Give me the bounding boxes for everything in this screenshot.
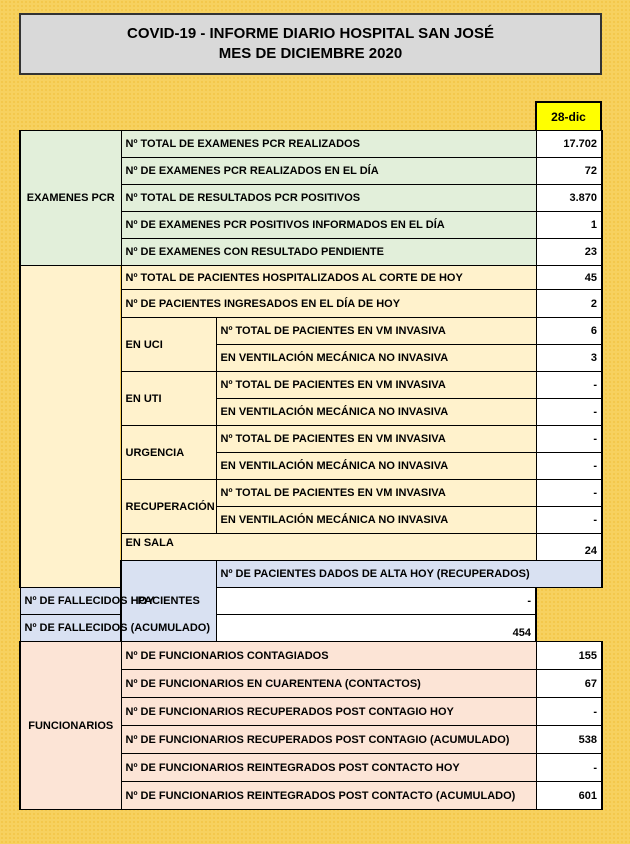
row-value: 1 [536,212,602,239]
row-value: 45 [536,266,602,290]
section-label-pacientes: PACIENTES [121,561,216,642]
row-label: Nº DE FUNCIONARIOS REINTEGRADOS POST CONTACTO (ACUMULADO) [121,782,536,810]
row-value: - [536,453,602,480]
row-label: Nº TOTAL DE EXAMENES PCR REALIZADOS [121,131,536,158]
unit-label-urgencia: URGENCIA [121,426,216,480]
row-value: 601 [536,782,602,810]
row-value: 6 [536,318,602,345]
row-label: Nº DE EXAMENES CON RESULTADO PENDIENTE [121,239,536,266]
row-label: EN VENTILACIÓN MECÁNICA NO INVASIVA [216,399,536,426]
row-label: Nº DE FALLECIDOS HOY [20,588,216,615]
report-table [19,130,603,810]
row-value: 3.870 [536,185,602,212]
row-label: Nº DE FUNCIONARIOS CONTAGIADOS [121,642,536,670]
report-date: 28-dic [535,101,602,132]
row-label: EN VENTILACIÓN MECÁNICA NO INVASIVA [216,453,536,480]
row-value: 2 [536,290,602,318]
section-label-hosp [20,266,121,588]
row-value: 72 [536,158,602,185]
row-value: - [536,507,602,534]
row-label: Nº DE FALLECIDOS (ACUMULADO) [20,615,216,642]
unit-label-uti: EN UTI [121,372,216,426]
row-value: 538 [536,726,602,754]
row-label: Nº DE EXAMENES PCR REALIZADOS EN EL DÍA [121,158,536,185]
row-label: Nº TOTAL DE PACIENTES EN VM INVASIVA [216,318,536,345]
row-value: - [216,588,536,615]
row-label: Nº DE FUNCIONARIOS REINTEGRADOS POST CONTACTO HOY [121,754,536,782]
row-value: 3 [536,345,602,372]
row-label: Nº TOTAL DE PACIENTES EN VM INVASIVA [216,426,536,453]
unit-label-recuperacion: RECUPERACIÓN [121,480,216,534]
row-value: 155 [536,642,602,670]
unit-label-uci: EN UCI [121,318,216,372]
row-label: EN VENTILACIÓN MECÁNICA NO INVASIVA [216,345,536,372]
table-row [20,615,602,642]
row-label: Nº DE PACIENTES DADOS DE ALTA HOY (RECUPERADOS) [216,561,602,588]
row-value: - [536,372,602,399]
table-row [20,588,602,615]
row-label: Nº TOTAL DE PACIENTES EN VM INVASIVA [216,480,536,507]
table-row [20,642,602,670]
row-label: Nº DE FUNCIONARIOS EN CUARENTENA (CONTACTOS) [121,670,536,698]
row-value: - [536,480,602,507]
table-row [20,131,602,158]
row-value: 67 [536,670,602,698]
row-value: 17.702 [536,131,602,158]
row-value: 24 [536,534,602,561]
section-label-pcr: EXAMENES PCR [20,131,121,266]
row-label: Nº DE PACIENTES INGRESADOS EN EL DÍA DE HOY [121,290,536,318]
row-label: Nº TOTAL DE PACIENTES HOSPITALIZADOS AL CORTE DE HOY [121,266,536,290]
report-title: COVID-19 - INFORME DIARIO HOSPITAL SAN JOSÉ [127,25,494,42]
row-value: - [536,698,602,726]
row-label: Nº TOTAL DE RESULTADOS PCR POSITIVOS [121,185,536,212]
row-label: Nº DE FUNCIONARIOS RECUPERADOS POST CONTAGIO (ACUMULADO) [121,726,536,754]
row-value: - [536,426,602,453]
row-label: Nº TOTAL DE PACIENTES EN VM INVASIVA [216,372,536,399]
row-label: EN SALA [121,534,536,561]
row-value: - [536,399,602,426]
report-subtitle: MES DE DICIEMBRE 2020 [218,45,403,62]
row-value: 23 [536,239,602,266]
section-label-funcionarios: FUNCIONARIOS [20,642,121,810]
row-label: Nº DE FUNCIONARIOS RECUPERADOS POST CONTAGIO HOY [121,698,536,726]
row-label: EN VENTILACIÓN MECÁNICA NO INVASIVA [216,507,536,534]
table-row [20,266,602,290]
row-label: Nº DE EXAMENES PCR POSITIVOS INFORMADOS EN EL DÍA [121,212,536,239]
report-title-box [19,13,602,75]
row-value: - [536,754,602,782]
row-value: 454 [216,615,536,642]
